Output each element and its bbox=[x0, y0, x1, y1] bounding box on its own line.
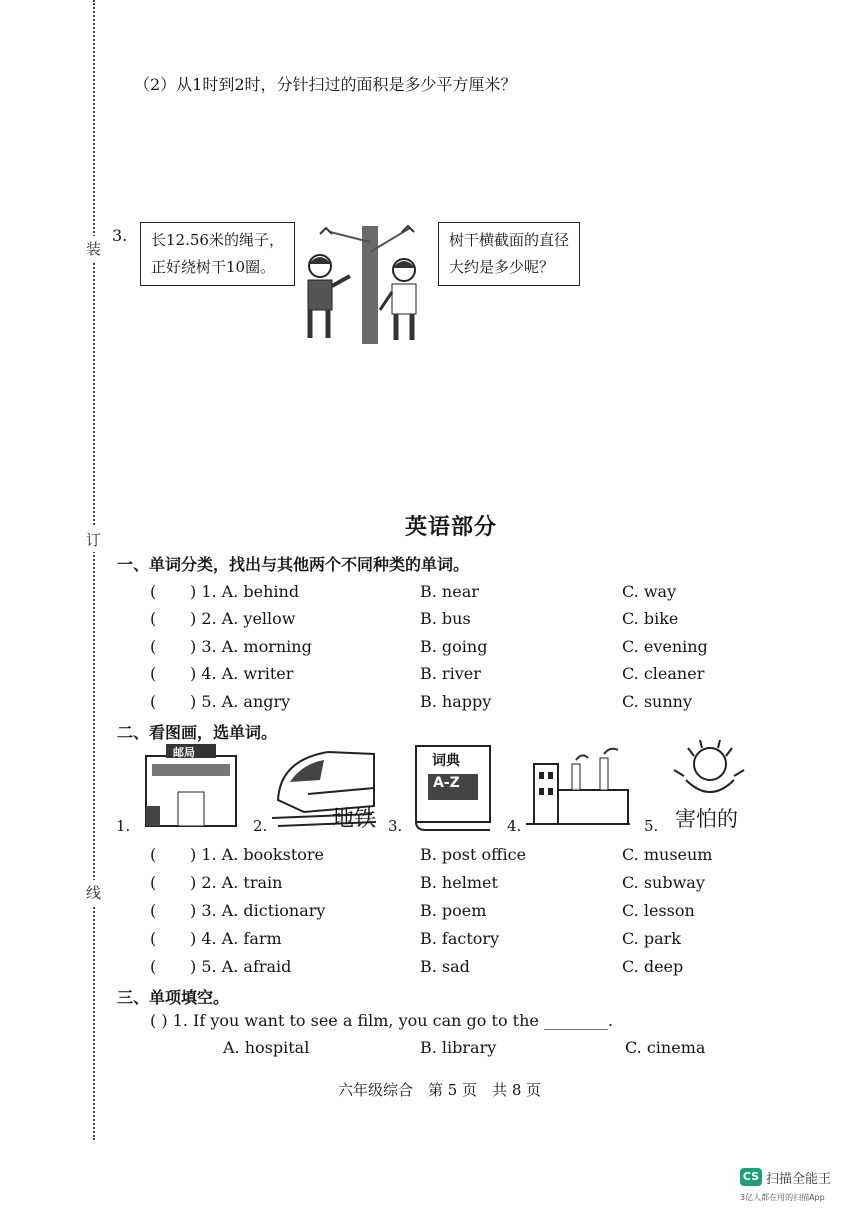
option-a: ) 3. A. dictionary bbox=[190, 901, 326, 920]
option-b: B. sad bbox=[420, 957, 470, 976]
binding-dotted-line bbox=[93, 0, 95, 1140]
option-a: A. hospital bbox=[223, 1038, 310, 1057]
margin-mark-1: 装 bbox=[86, 236, 101, 261]
picture-number-1: 1. bbox=[116, 817, 131, 835]
option-c: C. lesson bbox=[622, 901, 695, 920]
math-q3-number: 3. bbox=[112, 226, 128, 245]
kids-and-tree-illustration bbox=[290, 222, 440, 346]
answer-paren: ( bbox=[150, 929, 157, 948]
option-a: ) 4. A. farm bbox=[190, 929, 282, 948]
afraid-person-picture bbox=[664, 740, 754, 800]
part2-heading: 二、看图画，选单词。 bbox=[117, 723, 278, 742]
answer-paren: ( bbox=[150, 845, 157, 864]
afraid-label: 害怕的 bbox=[675, 807, 738, 831]
margin-mark-2: 订 bbox=[86, 527, 101, 552]
option-c: C. way bbox=[622, 582, 677, 601]
dictionary-cover-az: A-Z bbox=[433, 775, 460, 791]
option-b: B. bus bbox=[420, 609, 471, 628]
bubble-left-line-1: 长12.56米的绳子， bbox=[151, 231, 284, 249]
option-b: B. happy bbox=[420, 692, 492, 711]
subway-label: 地铁 bbox=[332, 807, 377, 832]
math-q2-subquestion: （2）从1时到2时，分针扫过的面积是多少平方厘米？ bbox=[134, 75, 517, 94]
option-a: ) 3. A. morning bbox=[190, 637, 312, 656]
part2-row bbox=[150, 929, 710, 955]
margin-mark-3: 线 bbox=[86, 880, 101, 905]
bubble-right-line-2: 大约是多少呢？ bbox=[449, 258, 555, 276]
answer-paren: ( bbox=[150, 873, 157, 892]
option-c: C. cleaner bbox=[622, 664, 705, 683]
option-c: C. park bbox=[622, 929, 681, 948]
option-a: ) 1. A. bookstore bbox=[190, 845, 324, 864]
bubble-right-line-1: 树干横截面的直径 bbox=[449, 231, 570, 249]
option-b: B. helmet bbox=[420, 873, 498, 892]
option-a: ) 5. A. angry bbox=[190, 692, 291, 711]
picture-number-5: 5. bbox=[644, 817, 659, 835]
part1-row bbox=[150, 664, 710, 690]
option-b: B. near bbox=[420, 582, 479, 601]
watermark-tagline: 3亿人都在用的扫描App bbox=[740, 1193, 825, 1202]
option-b: B. river bbox=[420, 664, 481, 683]
speech-bubble-left bbox=[140, 222, 295, 286]
factory-picture bbox=[526, 744, 634, 830]
answer-paren: ( bbox=[150, 664, 157, 683]
answer-paren: ( bbox=[150, 957, 157, 976]
part1-row bbox=[150, 609, 710, 635]
page-footer: 六年级综合 第 5 页 共 8 页 bbox=[338, 1081, 542, 1099]
part1-row bbox=[150, 692, 710, 718]
option-c: C. bike bbox=[622, 609, 679, 628]
option-a: ) 1. A. behind bbox=[190, 582, 300, 601]
picture-number-2: 2. bbox=[253, 817, 268, 835]
option-b: B. post office bbox=[420, 845, 527, 864]
answer-paren: ( bbox=[150, 609, 157, 628]
answer-paren: ( bbox=[150, 637, 157, 656]
part3-options bbox=[150, 1038, 710, 1064]
option-b: B. factory bbox=[420, 929, 500, 948]
part1-heading: 一、单词分类，找出与其他两个不同种类的单词。 bbox=[117, 555, 470, 574]
option-a: ) 2. A. yellow bbox=[190, 609, 296, 628]
option-c: C. museum bbox=[622, 845, 713, 864]
part2-row bbox=[150, 957, 710, 983]
part1-row bbox=[150, 637, 710, 663]
option-c: C. cinema bbox=[625, 1038, 706, 1057]
option-c: C. sunny bbox=[622, 692, 693, 711]
part3-heading: 三、单项填空。 bbox=[117, 988, 230, 1007]
option-c: C. evening bbox=[622, 637, 708, 656]
bubble-left-line-2: 正好绕树干10圈。 bbox=[151, 258, 276, 276]
speech-bubble-right bbox=[438, 222, 580, 286]
picture-number-3: 3. bbox=[388, 817, 403, 835]
picture-number-4: 4. bbox=[507, 817, 522, 835]
dictionary-cover-label: 词典 bbox=[432, 753, 460, 769]
option-c: C. subway bbox=[622, 873, 705, 892]
watermark-brand: 扫描全能王 bbox=[766, 1172, 832, 1187]
english-section-title: 英语部分 bbox=[405, 514, 498, 540]
option-a: ) 4. A. writer bbox=[190, 664, 294, 683]
option-b: B. poem bbox=[420, 901, 487, 920]
answer-paren: ( bbox=[150, 692, 157, 711]
answer-paren: ( bbox=[150, 582, 157, 601]
answer-paren: ( bbox=[150, 901, 157, 920]
option-a: ) 2. A. train bbox=[190, 873, 283, 892]
camscanner-logo-icon: CS bbox=[740, 1168, 762, 1186]
part1-row bbox=[150, 582, 710, 608]
option-b: B. library bbox=[420, 1038, 497, 1057]
option-b: B. going bbox=[420, 637, 488, 656]
part2-row bbox=[150, 873, 710, 899]
part3-question-1: ( ) 1. If you want to see a film, you can go to the ________. bbox=[150, 1011, 614, 1030]
option-c: C. deep bbox=[622, 957, 684, 976]
option-a: ) 5. A. afraid bbox=[190, 957, 292, 976]
part2-row bbox=[150, 845, 713, 871]
post-office-sign: 邮局 bbox=[173, 746, 195, 759]
part2-row bbox=[150, 901, 710, 927]
